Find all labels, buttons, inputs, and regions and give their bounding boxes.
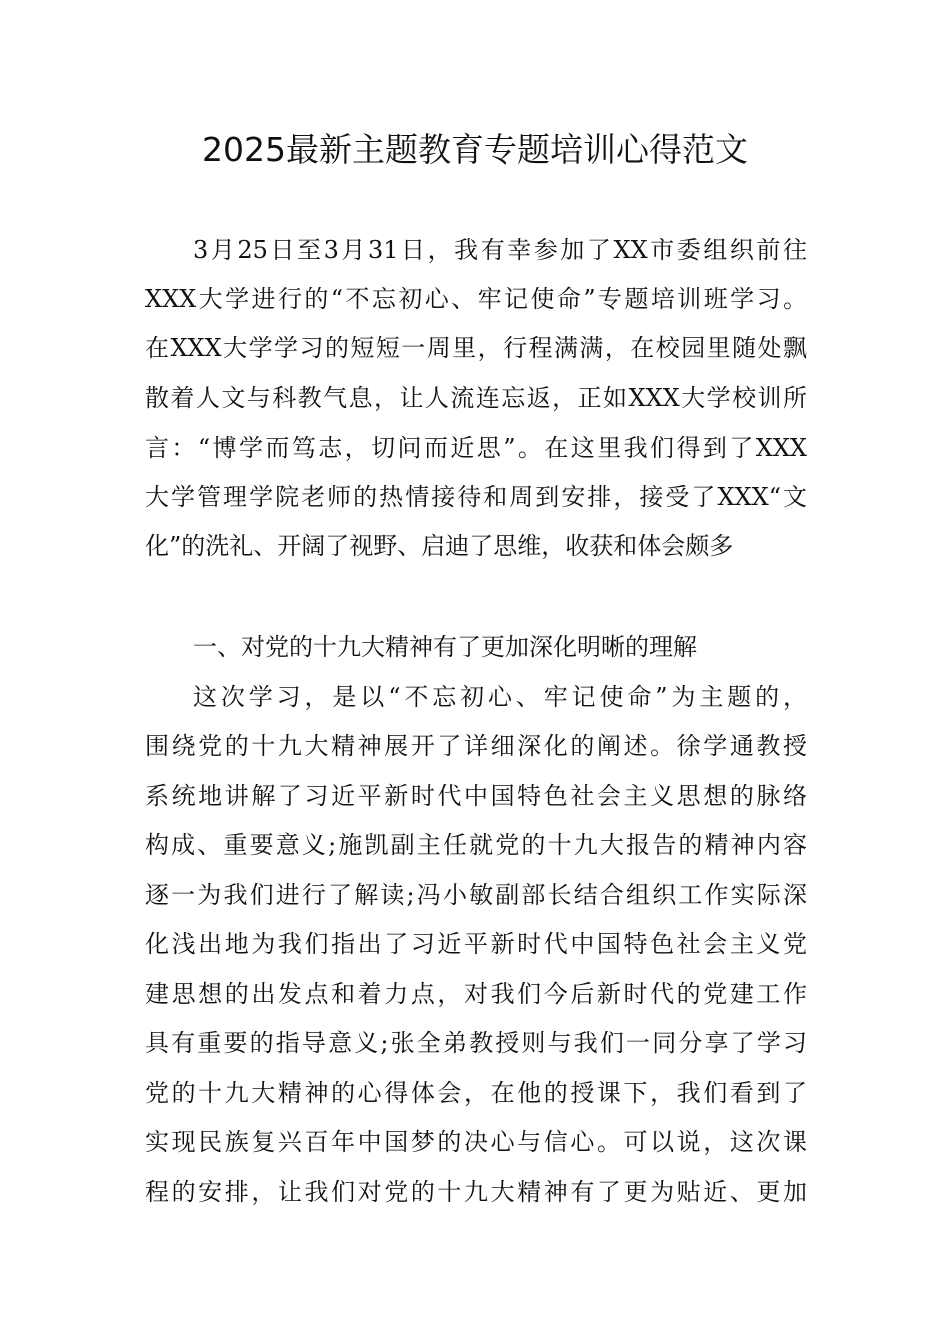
paragraph-1-line-5: 言：“博学而笃志，切问而近思”。在这里我们得到了XXX <box>145 434 807 462</box>
paragraph-2-line-7: 建思想的出发点和着力点，对我们今后新时代的党建工作 <box>145 980 807 1008</box>
document-title: 2025最新主题教育专题培训心得范文 <box>202 130 748 169</box>
section-1-heading: 一、对党的十九大精神有了更加深化明晰的理解 <box>193 633 697 661</box>
paragraph-1-line-7: 化”的洗礼、开阔了视野、启迪了思维，收获和体会颇多 <box>145 532 734 560</box>
paragraph-1-line-2: XXX大学进行的“不忘初心、牢记使命”专题培训班学习。 <box>145 285 807 313</box>
paragraph-2-line-8: 具有重要的指导意义;张全弟教授则与我们一同分享了学习 <box>145 1029 807 1057</box>
paragraph-2-line-1: 这次学习，是以“不忘初心、牢记使命”为主题的， <box>193 683 807 711</box>
paragraph-1-line-3: 在XXX大学学习的短短一周里，行程满满，在校园里随处飘 <box>145 334 807 362</box>
paragraph-1-line-6: 大学管理学院老师的热情接待和周到安排，接受了XXX“文 <box>145 483 807 511</box>
paragraph-1-line-1: 3月25日至3月31日，我有幸参加了XX市委组织前往 <box>193 236 807 264</box>
paragraph-2-line-2: 围绕党的十九大精神展开了详细深化的阐述。徐学通教授 <box>145 732 807 760</box>
paragraph-2-line-5: 逐一为我们进行了解读;冯小敏副部长结合组织工作实际深 <box>145 881 807 909</box>
paragraph-2-line-6: 化浅出地为我们指出了习近平新时代中国特色社会主义党 <box>145 930 807 958</box>
paragraph-2-line-3: 系统地讲解了习近平新时代中国特色社会主义思想的脉络 <box>145 782 807 810</box>
paragraph-2-line-11: 程的安排，让我们对党的十九大精神有了更为贴近、更加 <box>145 1178 807 1206</box>
paragraph-2-line-9: 党的十九大精神的心得体会，在他的授课下，我们看到了 <box>145 1079 807 1107</box>
paragraph-2-line-10: 实现民族复兴百年中国梦的决心与信心。可以说，这次课 <box>145 1128 807 1156</box>
paragraph-1-line-4: 散着人文与科教气息，让人流连忘返，正如XXX大学校训所 <box>145 384 807 412</box>
paragraph-2-line-4: 构成、重要意义;施凯副主任就党的十九大报告的精神内容 <box>145 831 807 859</box>
